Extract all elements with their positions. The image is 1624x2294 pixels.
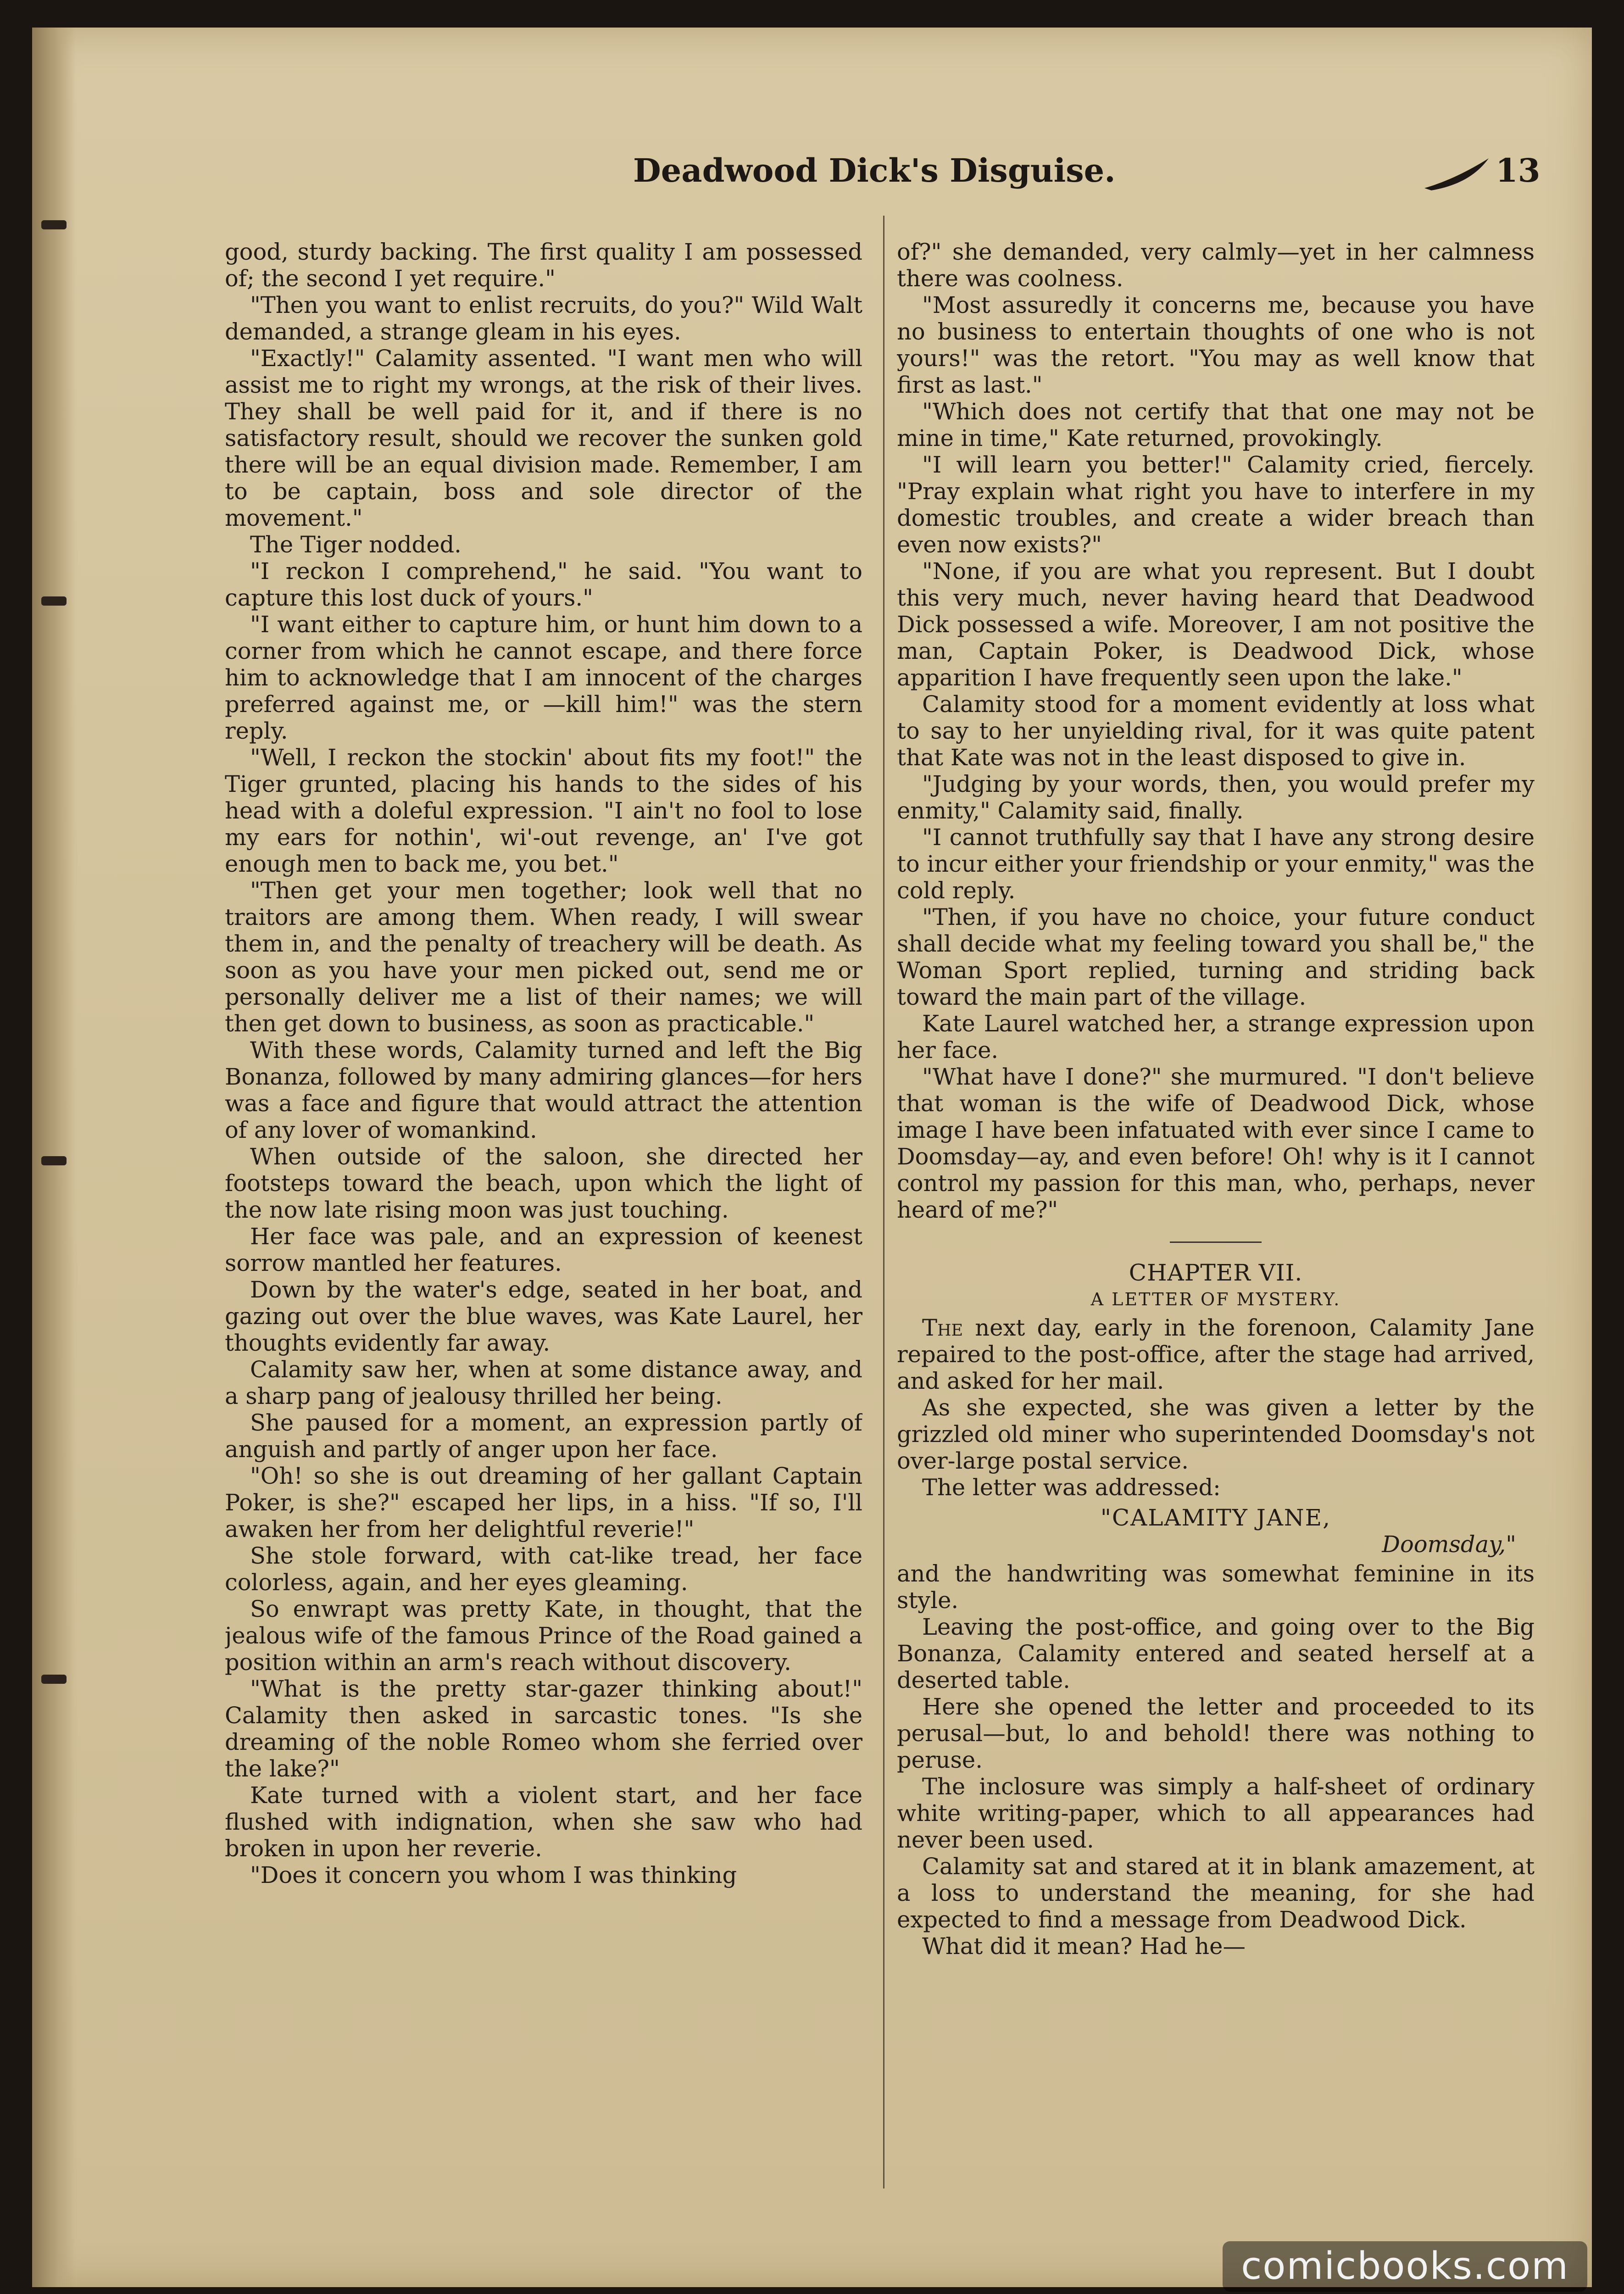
body-paragraph: "I will learn you better!" Calamity cried, fiercely. "Pray explain what right you have to interfere in my domestic troubles, and create a wider breach than even now exists?": [897, 451, 1535, 558]
body-paragraph: "Most assuredly it concerns me, because you have no business to entertain thoughts of one who is not yours!" was the retort. "You may as well know that first as last.": [897, 292, 1535, 398]
body-paragraph: Calamity stood for a moment evidently at loss what to say to her unyielding rival, for it was quite patent that Kate was not in the least disposed to give in.: [897, 691, 1535, 771]
body-paragraph: "I want either to capture him, or hunt him down to a corner from which he cannot escape, and there force him to acknowledge that I am innocent of the charges preferred against me, or —kill him!" was the stern reply.: [225, 611, 862, 744]
body-paragraph: The letter was addressed:: [922, 1474, 1221, 1501]
body-paragraph: Kate Laurel watched her, a strange expression upon her face.: [897, 1010, 1535, 1063]
body-paragraph: "I reckon I comprehend," he said. "You want to capture this lost duck of yours.": [225, 558, 862, 611]
body-paragraph: "None, if you are what you represent. But I doubt this very much, never having heard that Deadwood Dick possessed a wife. Moreover, I am not positive the man, Captain Poker, is Deadwood Dick, whose apparition I have frequently seen upon the lake.": [897, 558, 1535, 691]
right-column: [897, 239, 1535, 2188]
body-paragraph: With these words, Calamity turned and left the Big Bonanza, followed by many admiring glances—for hers was a face and figure that would attract the attention of any lover of womankind.: [225, 1037, 862, 1143]
body-paragraph: When outside of the saloon, she directed her footsteps toward the beach, upon which the light of the now late rising moon was just touching.: [225, 1143, 862, 1223]
after-address-text: and the handwriting was somewhat feminine in its style.: [897, 1560, 1535, 1614]
body-paragraph: The inclosure was simply a half-sheet of ordinary white writing-paper, which to all appearances had never been used.: [897, 1773, 1535, 1853]
body-paragraph: "Which does not certify that that one may not be mine in time," Kate returned, provokingly.: [897, 398, 1535, 451]
body-paragraph: Her face was pale, and an expression of keenest sorrow mantled her features.: [225, 1223, 862, 1276]
body-paragraph: Calamity sat and stared at it in blank amazement, at a loss to understand the meaning, for she had expected to find a message from Deadwood Dick.: [897, 1853, 1535, 1933]
letter-address-place: Doomsday,": [1382, 1531, 1516, 1558]
opening-text: next day, early in the forenoon, Calamity Jane repaired to the post-office, after the stage had arrived, and asked for her mail.: [897, 1314, 1535, 1394]
body-paragraph: "Well, I reckon the stockin' about fits my foot!" the Tiger grunted, placing his hands to the sides of his head with a doleful expression. "I ain't no fool to lose my ears for nothin', wi'-out revenge, an' I've got enough men to back me, you bet.": [225, 744, 862, 877]
chapter-opening-paragraph: [897, 1314, 1535, 1394]
body-paragraph: She paused for a moment, an expression partly of anguish and partly of anger upon her face.: [225, 1409, 862, 1463]
body-paragraph: Kate turned with a violent start, and her face flushed with indignation, when she saw who had broken in upon her reverie.: [225, 1782, 862, 1862]
running-title: Deadwood Dick's Disguise.: [633, 151, 1116, 189]
staple-mark: [41, 1156, 67, 1165]
body-paragraph: Leaving the post-office, and going over to the Big Bonanza, Calamity entered and seated herself at a deserted table.: [897, 1614, 1535, 1693]
chapter-paragraphs-after-address: [897, 1614, 1535, 1960]
body-paragraph: "Judging by your words, then, you would prefer my enmity," Calamity said, finally.: [897, 771, 1535, 824]
running-header: [179, 151, 1541, 202]
body-paragraph: Down by the water's edge, seated in her boat, and gazing out over the blue waves, was Kate Laurel, her thoughts evidently far away.: [225, 1276, 862, 1356]
body-paragraph: "Does it concern you whom I was thinking: [250, 1862, 737, 1888]
body-paragraph: Calamity saw her, when at some distance away, and a sharp pang of jealousy thrilled her being.: [225, 1356, 862, 1409]
chapter-paragraphs-before-address: [897, 1394, 1535, 1501]
body-paragraph: "What is the pretty star-gazer thinking about!" Calamity then asked in sarcastic tones. "Is she dreaming of the noble Romeo whom she ferried over the lake?": [225, 1676, 862, 1782]
site-watermark: comicbooks.com: [1223, 2241, 1587, 2292]
body-paragraph: What did it mean? Had he—: [922, 1933, 1246, 1960]
body-paragraph: "Then, if you have no choice, your future conduct shall decide what my feeling toward you shall be," the Woman Sport replied, turning and striding back toward the main part of the village.: [897, 904, 1535, 1010]
staple-mark: [41, 596, 67, 606]
opening-word: The: [922, 1314, 963, 1341]
body-paragraph: "Then you want to enlist recruits, do you?" Wild Walt demanded, a strange gleam in his eyes.: [225, 292, 862, 345]
body-paragraph: "Then get your men together; look well that no traitors are among them. When ready, I will swear them in, and the penalty of treachery will be death. As soon as you have your men picked out, send me or personally deliver me a list of their names; we will then get down to business, as soon as practicable.": [225, 877, 862, 1037]
body-paragraph: She stole forward, with cat-like tread, her face colorless, again, and her eyes gleaming.: [225, 1542, 862, 1596]
body-paragraph: "I cannot truthfully say that I have any strong desire to incur either your friendship or your enmity," was the cold reply.: [897, 824, 1535, 904]
body-paragraph: As she expected, she was given a letter by the grizzled old miner who superintended Doomsday's not over-large postal service.: [897, 1394, 1535, 1474]
body-paragraph: good, sturdy backing. The first quality I am possessed of; the second I yet require.": [225, 239, 862, 292]
left-column: [225, 239, 862, 2188]
body-paragraph: "Exactly!" Calamity assented. "I want men who will assist me to right my wrongs, at the risk of their lives. They shall be well paid for it, and if there is no satisfactory result, should we recover the sunken gold there will be an equal division made. Remember, I am to be captain, boss and sole director of the movement.": [225, 345, 862, 531]
body-paragraph: "What have I done?" she murmured. "I don't believe that woman is the wife of Deadwood Dick, whose image I have been infatuated with ever since I came to Doomsday—ay, and even before! Oh! why is it I cannot control my passion for this man, who, perhaps, never heard of me?": [897, 1063, 1535, 1223]
page-number: 13: [1496, 151, 1541, 189]
body-paragraph: The Tiger nodded.: [250, 531, 462, 558]
column-divider: [883, 216, 884, 2188]
body-paragraph: of?" she demanded, very calmly—yet in her calmness there was coolness.: [897, 239, 1535, 292]
staple-mark: [41, 220, 67, 229]
body-paragraph: "Oh! so she is out dreaming of her gallant Captain Poker, is she?" escaped her lips, in a hiss. "If so, I'll awaken her from her delightful reverie!": [225, 1463, 862, 1542]
quill-flourish-icon: [1422, 156, 1491, 193]
right-column-paragraphs: [897, 239, 1535, 1223]
staple-mark: [41, 1675, 67, 1684]
chapter-subtitle: A LETTER OF MYSTERY.: [1090, 1289, 1341, 1309]
chapter-divider: [1170, 1242, 1262, 1243]
body-paragraph: So enwrapt was pretty Kate, in thought, that the jealous wife of the famous Prince of the Road gained a position within an arm's reach without discovery.: [225, 1596, 862, 1676]
letter-address-name: "CALAMITY JANE,: [1100, 1504, 1331, 1531]
chapter-title: CHAPTER VII.: [1129, 1259, 1303, 1286]
body-paragraph: Here she opened the letter and proceeded to its perusal—but, lo and behold! there was nothing to peruse.: [897, 1693, 1535, 1773]
